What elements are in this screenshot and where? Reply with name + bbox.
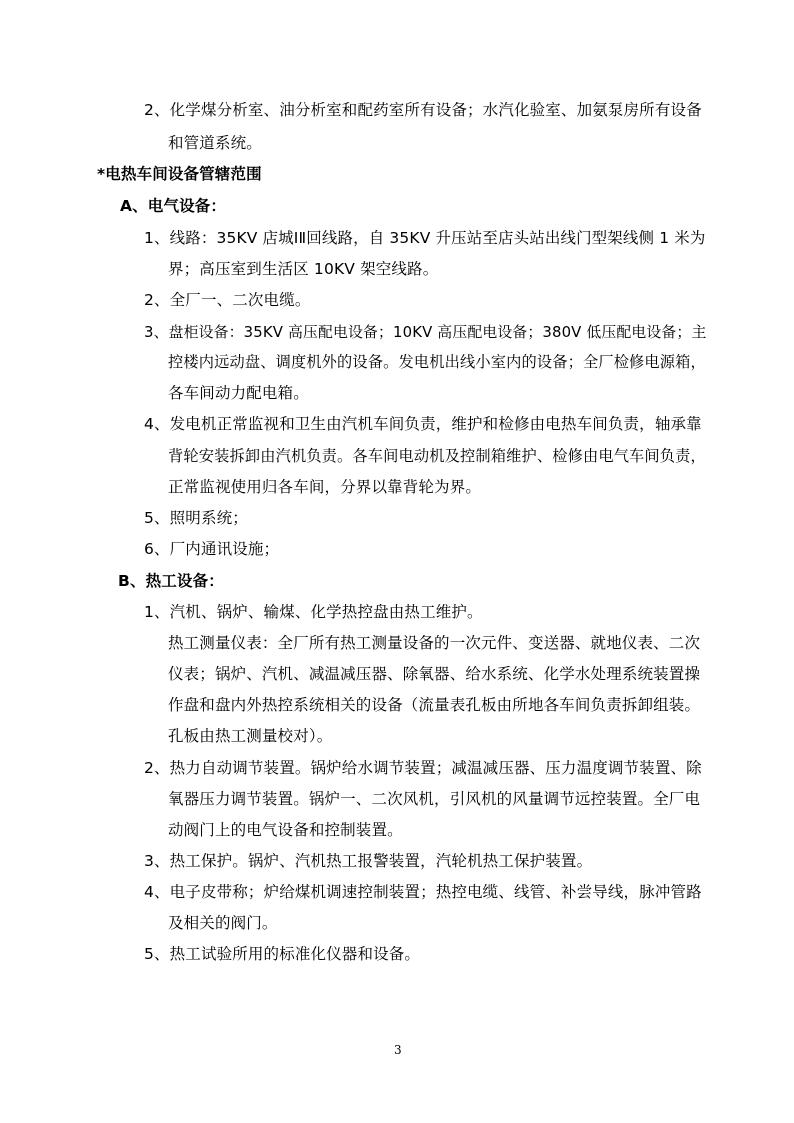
subsection-heading: A、电气设备： [120,197,227,215]
text-line: 背轮安装拆卸由汽机负责。各车间电动机及控制箱维护、检修由电气车间负责， [168,447,706,465]
text-line: 1、汽机、锅炉、输煤、化学热控盘由热工维护。 [144,603,483,621]
text-line: 和管道系统。 [168,134,262,152]
text-line: 3、热工保护。锅炉、汽机热工报警装置，汽轮机热工保护装置。 [144,852,593,870]
text-line: 界；高压室到生活区 10KV 架空线路。 [168,260,439,278]
text-line: 正常监视使用归各车间，分界以靠背轮为界。 [168,478,482,496]
text-line: 2、热力自动调节装置。锅炉给水调节装置；减温减压器、压力温度调节装置、除 [144,759,702,777]
text-line: 4、发电机正常监视和卫生由汽机车间负责，维护和检修由电热车间负责，轴承靠 [144,415,702,433]
text-line: 5、照明系统； [144,509,248,527]
text-line: 4、电子皮带称；炉给煤机调速控制装置；热控电缆、线管、补尝导线，脉冲管路 [144,883,702,901]
text-line: 5、热工试验所用的标准化仪器和设备。 [144,945,421,963]
text-line: 1、线路：35KV 店城ⅠⅡ回线路，自 35KV 升压站至店头站出线门型架线侧 1 米为 [144,229,706,247]
text-line: 作盘和盘内外热控系统相关的设备（流量表孔板由所地各车间负责拆卸组装。 [168,696,701,714]
text-line: 2、全厂一、二次电缆。 [144,291,311,309]
subsection-heading: B、热工设备： [118,572,224,590]
text-line: 2、化学煤分析室、油分析室和配药室所有设备；水汽化验室、加氨泵房所有设备 [144,101,702,119]
text-line: 及相关的阀门。 [168,914,278,932]
page-number: 3 [394,1043,402,1057]
section-heading: *电热车间设备管辖范围 [97,165,262,183]
text-line: 动阀门上的电气设备和控制装置。 [168,821,403,839]
text-line: 仪表；锅炉、汽机、减温减压器、除氧器、给水系统、化学水处理系统装置操 [168,665,701,683]
text-line: 孔板由热工测量校对）。 [168,727,333,745]
text-line: 控楼内远动盘、调度机外的设备。发电机出线小室内的设备；全厂检修电源箱， [168,353,706,371]
text-line: 热工测量仪表：全厂所有热工测量设备的一次元件、变送器、就地仪表、二次 [168,634,701,652]
text-line: 3、盘柜设备：35KV 高压配电设备；10KV 高压配电设备；380V 低压配电设备；主 [144,323,707,341]
text-line: 氧器压力调节装置。锅炉一、二次风机，引风机的风量调节远控装置。全厂电 [168,790,701,808]
text-line: 各车间动力配电箱。 [168,384,309,402]
text-line: 6、厂内通讯设施； [144,540,280,558]
